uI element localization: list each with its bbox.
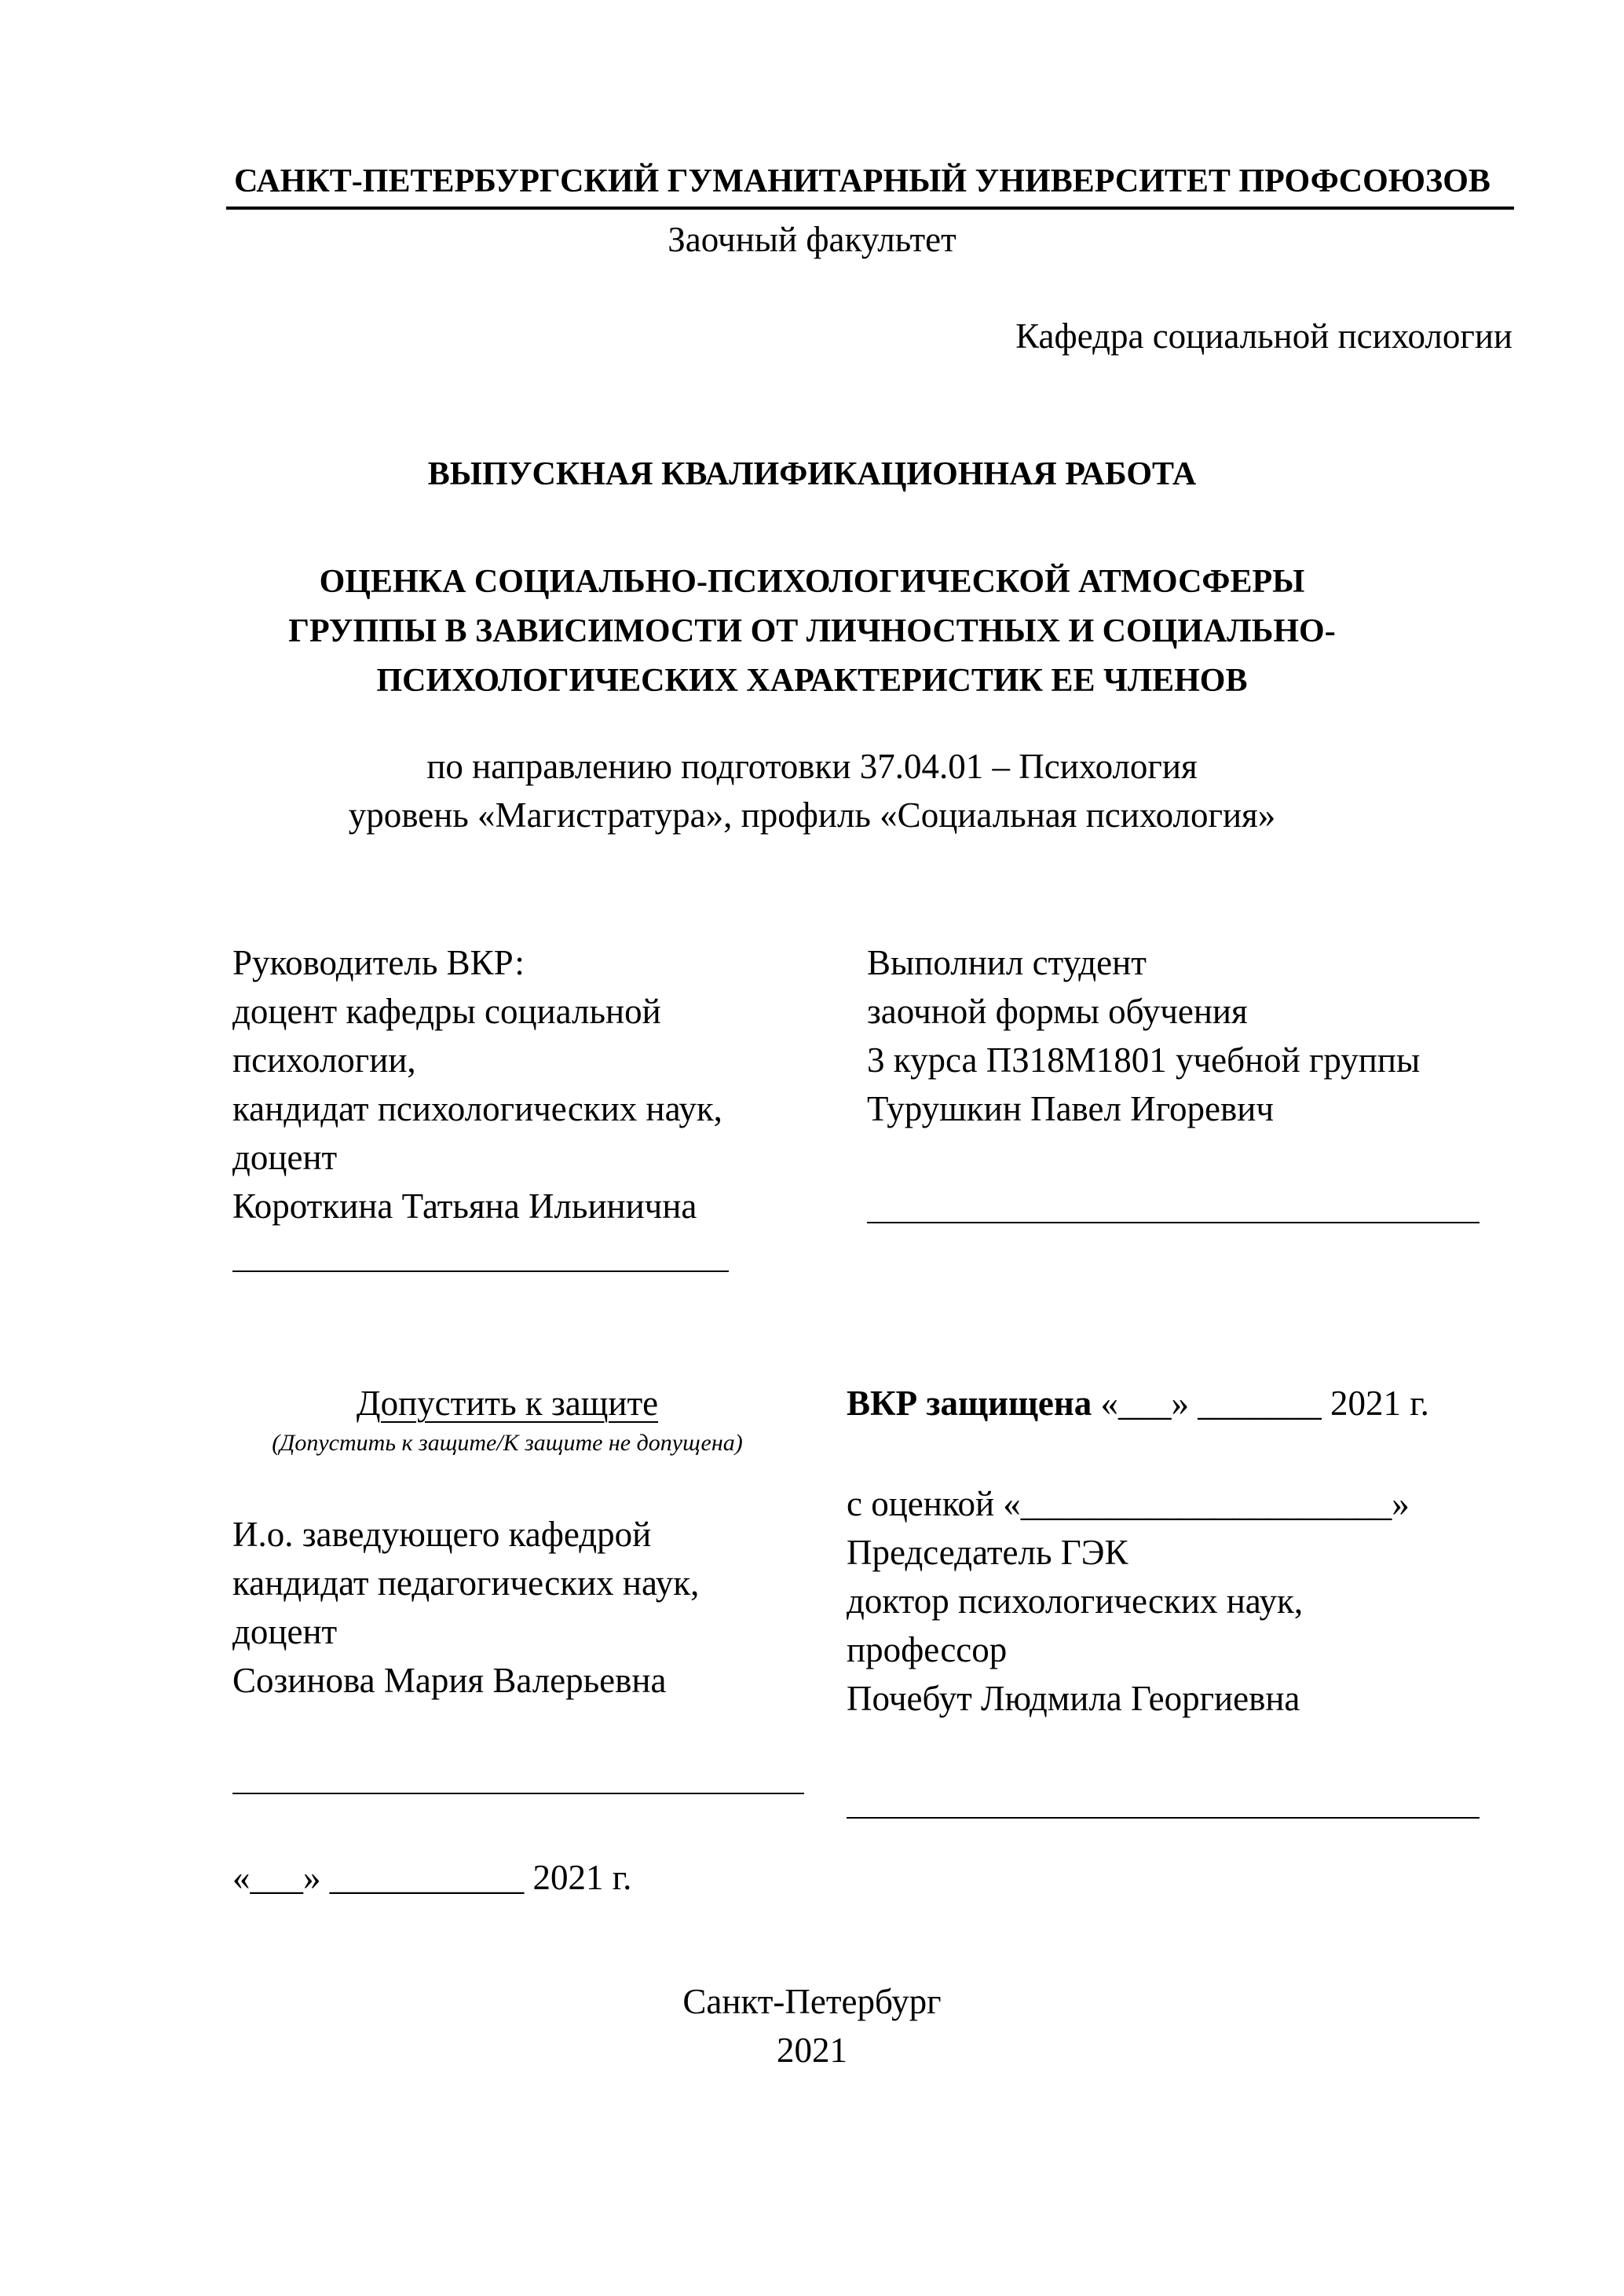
student-line: 3 курса ПЗ18М1801 учебной группы xyxy=(867,1040,1421,1080)
student-line: Выполнил студент xyxy=(867,943,1147,982)
admission-date: «___» ___________ 2021 г. xyxy=(232,1858,632,1897)
university-name: САНКТ-ПЕТЕРБУРГСКИЙ ГУМАНИТАРНЫЙ УНИВЕРСИТЕТ ПРОФСОЮЗОВ xyxy=(234,163,1490,199)
student-block xyxy=(867,938,1420,1133)
head-line: доцент xyxy=(232,1612,338,1651)
head-of-department-block xyxy=(232,1510,699,1705)
study-direction xyxy=(0,742,1624,839)
student-signature-line xyxy=(867,1222,1480,1223)
city: Санкт-Петербург xyxy=(682,1982,942,2021)
supervisor-signature-line xyxy=(232,1270,729,1272)
head-signature-line xyxy=(232,1793,804,1794)
supervisor-line: доцент кафедры социальной xyxy=(232,992,661,1031)
student-line: заочной формы обучения xyxy=(867,992,1248,1031)
work-type-heading: ВЫПУСКНАЯ КВАЛИФИКАЦИОННАЯ РАБОТА xyxy=(427,456,1197,492)
supervisor-block xyxy=(232,938,722,1230)
thesis-title-line: ПСИХОЛОГИЧЕСКИХ ХАРАКТЕРИСТИК ЕЕ ЧЛЕНОВ xyxy=(376,663,1248,699)
head-line: кандидат педагогических наук, xyxy=(232,1563,700,1603)
defense-status xyxy=(847,1379,1429,1428)
chair-line: профессор xyxy=(847,1630,1008,1669)
defense-date: «___» _______ 2021 г. xyxy=(1092,1384,1429,1423)
supervisor-line: Руководитель ВКР: xyxy=(232,943,525,982)
direction-line: по направлению подготовки 37.04.01 – Психология xyxy=(426,747,1198,786)
head-line: И.о. заведующего кафедрой xyxy=(232,1515,652,1554)
direction-line: уровень «Магистратура», профиль «Социальная психология» xyxy=(348,795,1276,835)
chair-line: Председатель ГЭК xyxy=(847,1533,1128,1572)
supervisor-name: Короткина Татьяна Ильинична xyxy=(232,1186,697,1226)
student-name: Турушкин Павел Игоревич xyxy=(867,1089,1274,1128)
faculty-name: Заочный факультет xyxy=(668,220,956,259)
admission-options: (Допустить к защите/К защите не допущена) xyxy=(272,1430,743,1456)
header-rule xyxy=(226,207,1514,210)
admission-block xyxy=(232,1379,782,1459)
chair-signature-line xyxy=(847,1817,1480,1819)
admission-label: Допустить к защите xyxy=(356,1384,659,1423)
year: 2021 xyxy=(777,2031,847,2070)
defense-grade: с оценкой «_____________________» xyxy=(847,1484,1410,1523)
defense-label: ВКР защищена xyxy=(847,1384,1092,1423)
thesis-title-line: ГРУППЫ В ЗАВИСИМОСТИ ОТ ЛИЧНОСТНЫХ И СОЦИАЛЬНО- xyxy=(288,613,1336,649)
supervisor-line: доцент xyxy=(232,1138,338,1177)
department-name: Кафедра социальной психологии xyxy=(1015,316,1512,356)
thesis-title-line: ОЦЕНКА СОЦИАЛЬНО-ПСИХОЛОГИЧЕСКОЙ АТМОСФЕРЫ xyxy=(319,564,1305,600)
supervisor-line: кандидат психологических наук, xyxy=(232,1089,722,1128)
thesis-title xyxy=(0,558,1624,706)
commission-chair-block xyxy=(847,1528,1303,1723)
chair-name: Почебут Людмила Георгиевна xyxy=(847,1679,1300,1718)
supervisor-line: психологии, xyxy=(232,1040,416,1080)
chair-line: доктор психологических наук, xyxy=(847,1581,1304,1621)
head-name: Созинова Мария Валерьевна xyxy=(232,1661,667,1700)
